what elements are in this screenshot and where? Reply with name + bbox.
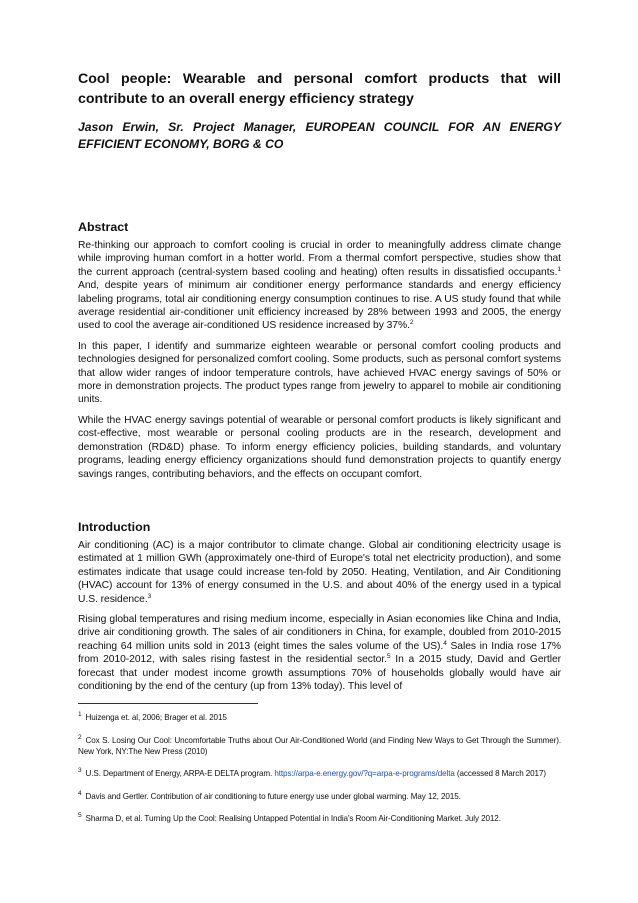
footnote-4: $^4$ Davis and Gertler. Contribution of air conditioning to future energy use under global warming. May 12, 2015.	[78, 789, 461, 801]
footnote-2: $^2$ Cox S. Losing Our Cool: Uncomfortable Truths about Our Air-Conditioned World (and Finding New Ways to Get Through the Summer). New York, NY:The New Press (2010)	[78, 733, 561, 756]
footnote-ref-1[interactable]: 1	[557, 265, 561, 273]
introduction-heading: Introduction	[78, 519, 151, 534]
footnotes	[78, 710, 561, 825]
introduction-paragraph-1: Air conditioning (AC) is a major contributor to climate change. Global air conditioning electricity usage is estimated at 1 million GWh (approximately one-third of Europe's total net electricity production), and some estimates indicate that usage could increase ten-fold by 2050. Heating, Ventilation, and Air Conditioning (HVAC) account for 13% of energy consumed in the U.S. and about 40% of the energy used in a typical U.S. residence.$^3$	[78, 539, 561, 605]
footnote-ref-4[interactable]: 4	[443, 639, 447, 647]
abstract-paragraph-1: Re-thinking our approach to comfort cooling is crucial in order to meaningfully address climate change while improving human comfort in a hotter world. From a thermal comfort perspective, studies show that the current approach (central-system based cooling and heating) often results in dissatisfied occupants.$^1$ And, despite years of minimum air conditioner energy performance standards and energy efficiency labeling programs, total air conditioning energy consumption continues to rise. A US study found that while average residential air-conditioner unit efficiency increased by 28% between 1993 and 2005, the energy used to cool the average air-conditioned US residence increased by 37%.$^2$	[78, 240, 561, 332]
document-page	[78, 70, 561, 834]
introduction-paragraph-2: Rising global temperatures and rising medium income, especially in Asian economies like China and India, drive air conditioning growth. The sales of air conditioners in China, for example, doubled from 2010-2015 reaching 64 million units sold in 2013 (eight times the sales volume of the US).$^4$ Sales in India rose 17% from 2010-2012, with sales rising fastest in the residential sector.$^5$ In a 2015 study, David and Gertler forecast that under modest income growth assumptions 70% of households globally would have air conditioning by the end of the century (up from 13% today). This level of	[78, 613, 561, 692]
abstract-heading: Abstract	[78, 220, 129, 234]
footnote-5: $^5$ Sharma D, et al. Turning Up the Cool: Realising Untapped Potential in India's Room Air-Conditioning Market. July 2012.	[78, 812, 501, 824]
abstract-paragraph-2: In this paper, I identify and summarize eighteen wearable or personal comfort cooling products and technologies designed for personalized comfort cooling. Some products, such as personal comfort systems that allow wider ranges of indoor temperature controls, have achieved HVAC energy savings of 50% or more in demonstration projects. The product types range from jewelry to apparel to mobile air conditioning units.	[78, 340, 561, 406]
paper-authors: Jason Erwin, Sr. Project Manager, EUROPEAN COUNCIL FOR AN ENERGY EFFICIENT ECONOMY, BORG & CO	[78, 120, 561, 151]
abstract-paragraph-3: While the HVAC energy savings potential of wearable or personal comfort products is likely significant and cost-effective, most wearable or personal cooling products are in the research, development and demonstration (RD&D) phase. To inform energy efficiency policies, building standards, and voluntary programs, leading energy efficiency organizations should fund demonstration projects to quantify energy savings ranges, contributing behaviors, and the effects on occupant comfort.	[78, 414, 561, 480]
footnote-ref-5[interactable]: 5	[386, 653, 391, 661]
paper-title: Cool people: Wearable and personal comfort products that will contribute to an overall energy efficiency strategy	[78, 71, 561, 107]
footnote-1: $^1$ Huizenga et. al, 2006; Brager et al. 2015	[78, 711, 227, 723]
footnote-ref-2[interactable]: 2	[409, 319, 414, 327]
footnote-ref-3[interactable]: 3	[147, 592, 152, 600]
arpa-e-delta-link[interactable]: https://arpa-e.energy.gov/?q=arpa-e-programs/delta	[274, 769, 455, 779]
footnote-3: $^3$ U.S. Department of Energy, ARPA-E DELTA program. https://arpa-e.energy.gov/?q=arpa-e-programs/delta (accessed 8 March 2017)	[78, 767, 546, 779]
footnote-divider	[78, 703, 258, 704]
